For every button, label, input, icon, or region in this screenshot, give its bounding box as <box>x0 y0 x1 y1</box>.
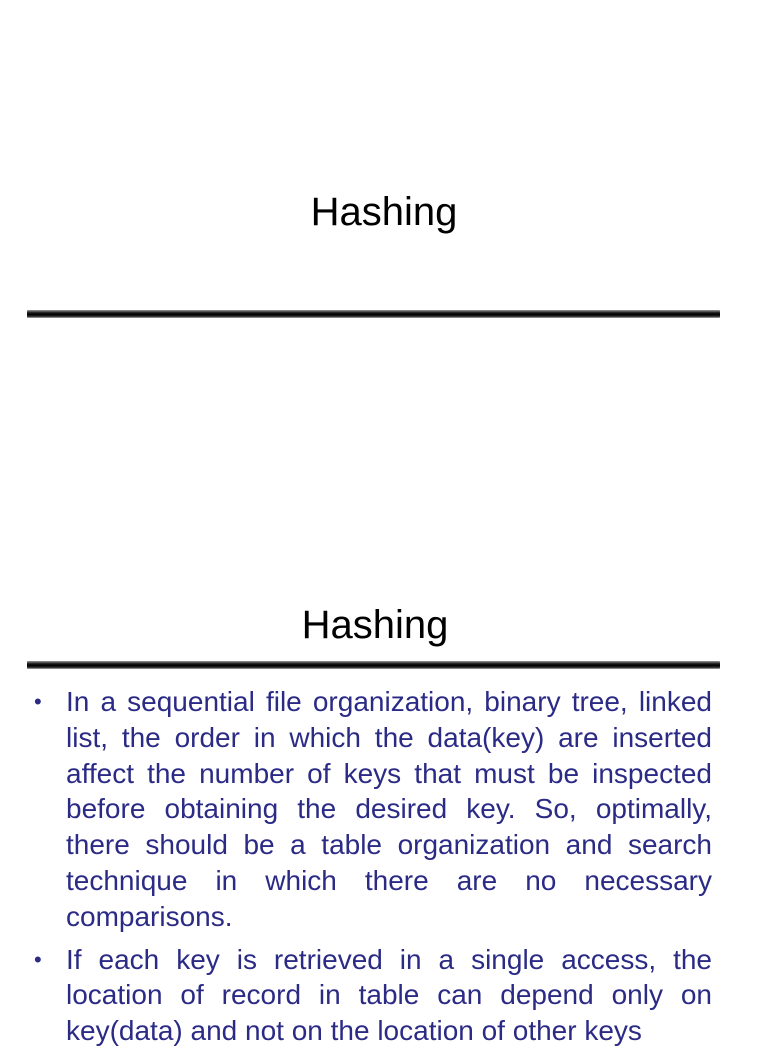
bullet-list <box>34 684 712 1056</box>
bullet-text: In a sequential file organization, binary tree, linked list, the order in which the data(key) are inserted affect the number of keys that must be inspected before obtaining the desired key. So, optimally, there should be a table organization and search technique in which there are no necessary comparisons. <box>66 686 712 932</box>
bullet-text: If each key is retrieved in a single access, the location of record in table can depend only on key(data) and not on the location of other keys <box>66 943 712 1047</box>
slide-title: Hashing <box>310 190 458 234</box>
bullet-item <box>34 942 712 1049</box>
title-divider <box>27 310 720 318</box>
bullet-icon: • <box>34 946 42 972</box>
bullet-item <box>34 684 712 935</box>
slide-title: Hashing <box>301 603 449 647</box>
title-divider <box>27 661 720 669</box>
bullet-icon: • <box>34 689 42 714</box>
